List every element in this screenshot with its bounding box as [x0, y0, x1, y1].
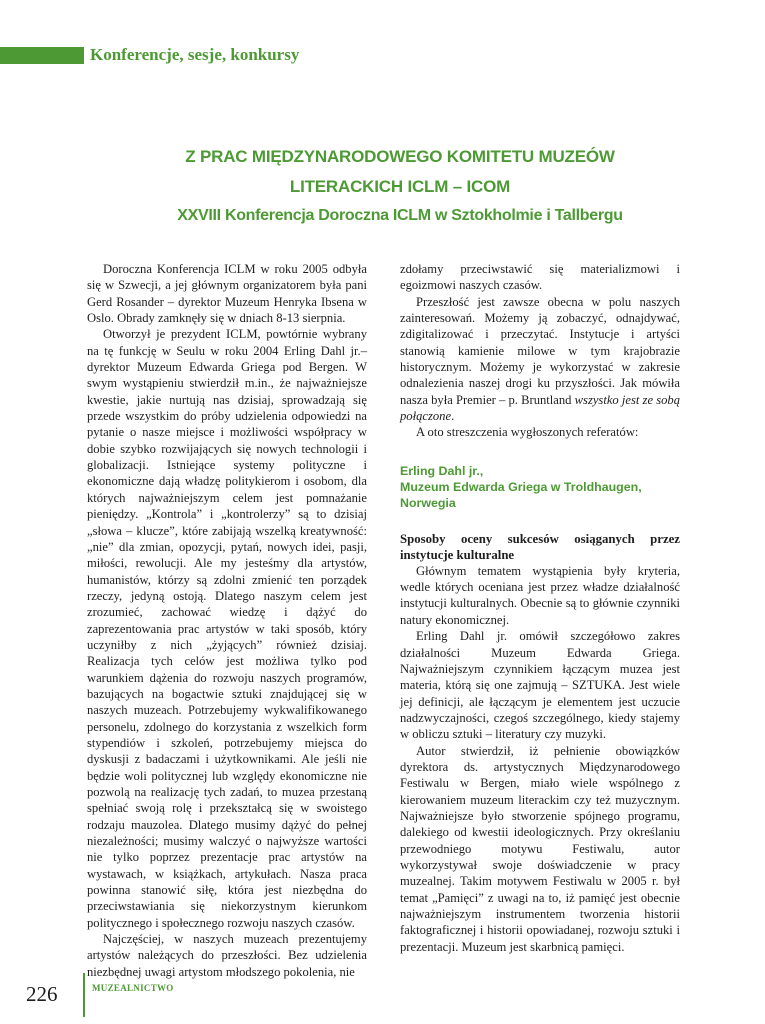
journal-name: MUZEALNICTWO	[92, 983, 174, 993]
page-number: 226	[26, 982, 58, 1006]
paragraph-text: Przeszłość jest zawsze obecna w polu naszych zainteresowań. Możemy ją zobaczyć, odnajdywać, zdigitalizować i przeczytać. Instytucje i artyści stanowią kamienie milowe w tym krajobrazie historycznym. Możemy je wykorzystać w zakresie odnalezienia naszej drogi ku przyszłości. Jak mówiła nasza była Premier – p. Bruntland	[400, 294, 680, 407]
left-text-column	[87, 261, 367, 980]
author-affiliation: Muzeum Edwarda Griega w Troldhaugen,	[400, 479, 642, 494]
paragraph: Autor stwierdził, iż pełnienie obowiązków dyrektora ds. artystycznych Międzynarodowego Festiwalu w Bergen, miało wiele wspólnego z kierowaniem muzeum literackim czy też muzycznym. Najważniejsze było stworzenie spójnego programu, dalekiego od kwestii ideologicznych. Przy określaniu przewodniego motywu Festiwalu, autor wykorzystywał swoje doświadczenie w pracy muzealnej. Takim motywem Festiwalu w 2005 r. był temat „Pamięci” z uwagi na to, iż pamięć jest obecnie najważniejszym instrumentem tworzenia historii faktograficznej i historii opowiadanej, rozwoju sztuki i prezentacji. Muzeum jest skarbnicą pamięci.	[400, 743, 680, 954]
article-title-line-1: Z PRAC MIĘDZYNARODOWEGO KOMITETU MUZEÓW	[185, 147, 615, 166]
section-accent-bar	[0, 47, 84, 64]
author-country: Norwegia	[400, 495, 456, 510]
paragraph: zdołamy przeciwstawić się materializmowi i egoizmowi naszych czasów.	[400, 262, 680, 293]
author-name: Erling Dahl jr.,	[400, 463, 484, 478]
quote-italic: wszystko jest ze sobą połączone	[400, 392, 680, 424]
paragraph-end: .	[451, 409, 455, 424]
paragraph: Głównym tematem wystąpienia były kryteria, wedle których oceniana jest przez władze działalność instytucji kulturalnych. Obecnie są to głównie czynniki natury ekonomicznej.	[400, 563, 680, 627]
paragraph: Doroczna Konferencja ICLM w roku 2005 odbyła się w Szwecji, a jej głównym organizatorem była pani Gerd Rosander – dyrektor Muzeum Henryka Ibsena w Oslo. Obrady zamknęły się w dniach 8-13 sierpnia.	[87, 262, 367, 326]
paragraph: Najczęściej, w naszych muzeach prezentujemy artystów należących do przeszłości. Bez udzielenia niezbędnej uwagi artystom młodszego pokolenia, nie	[87, 932, 367, 979]
paragraph: Erling Dahl jr. omówił szczegółowo zakres działalności Muzeum Edwarda Griega. Najważniejszym czynnikiem łączącym muzea jest materia, którą się one zajmują – SZTUKA. Jest wiele jej definicji, ale łączącym je elementem jest uczucie nadzwyczajności, czegoś szczególnego, kiedy stajemy w obliczu sztuki – literatury czy muzyki.	[400, 629, 680, 742]
section-heading: Konferencje, sesje, konkursy	[90, 45, 300, 64]
paragraph	[400, 294, 680, 425]
author-block	[400, 463, 680, 511]
paper-subheading: Sposoby oceny sukcesów osiąganych przez instytucje kulturalne	[400, 531, 680, 562]
paragraph: Otworzył je prezydent ICLM, powtórnie wybrany na tę funkcję w Seulu w roku 2004 Erling Dahl jr.– dyrektor Muzeum Edwarda Griega pod Bergen. W swym wystąpieniu stwierdził m.in., że najważniejsze kwestie, jakie nurtują nas dzisiaj, sprowadzają się przede wszystkim do próby udzielenia odpowiedzi na pytanie o nasze miejsce i możliwości współpracy w dobie szybko rozwijających się nowych technologii i globalizacji. Istniejące systemy polityczne i ekonomiczne dają władzę politykierom i osobom, dla których najważniejszym celem jest pomnażanie pieniędzy. „Kontrola” i „kontrolerzy” są to dzisiaj „słowa – klucze”, które zabijają wszelką kreatywność: „nie” dla zmian, opozycji, pytań, nowych idei, pasji, miłości, rewolucji. Ale my jesteśmy dla artystów, humanistów, którzy są zdolni zmienić ten porządek rzeczy, jedyną ostoją. Dlatego naszym celem jest zrozumieć, zachować wiedzę i dążyć do zaprezentowania prac artystów w taki sposób, który uczyniłby z nich „żyjących” również dzisiaj. Realizacja tych celów jest możliwa tylko pod warunkiem dążenia do rozwoju naszych programów, bazujących na bogactwie sztuki znajdującej się w naszych muzeach. Potrzebujemy wykwalifikowanego personelu, zdolnego do korzystania z wszelkich form stypendiów i szkoleń, potrzebujemy miejsca do dyskusji z badaczami i użytkownikami. Ale jeśli nie będzie woli politycznej lub względy ekonomiczne nie pozwolą na realizację tych zadań, to muzea przestaną spełniać swoją rolę i przekształcą się w swoistego rodzaju mauzolea. Dlatego musimy dążyć do pełnej niezależności; musimy walczyć o najwyższe wartości nie tylko poprzez prezentacje prac artystów na wystawach, w książkach, artykułach. Nasza praca powinna stanowić siłę, która jest niezbędna do przeciwstawiania się niekorzystnym kierunkom politycznego i społecznego rozwoju naszych czasów.	[87, 327, 367, 930]
footer-divider	[83, 973, 85, 1017]
article-title-line-2: LITERACKICH ICLM – ICOM	[289, 177, 511, 196]
paragraph: A oto streszczenia wygłoszonych referatów:	[416, 425, 639, 440]
article-subtitle: XXVIII Konferencja Doroczna ICLM w Sztokholmie i Tallbergu	[177, 207, 623, 224]
right-text-column	[400, 261, 680, 955]
